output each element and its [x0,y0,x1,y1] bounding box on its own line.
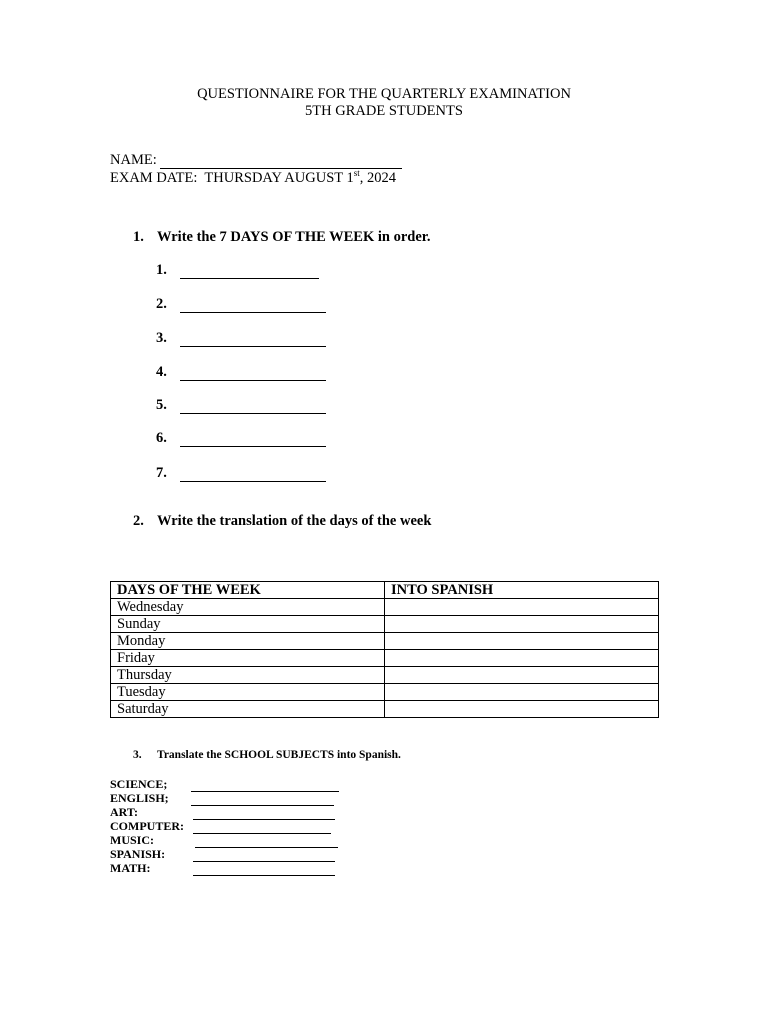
subject-label: ENGLISH; [110,791,169,805]
answer-blank-line[interactable] [180,399,326,414]
exam-date-label: EXAM DATE: [110,170,198,186]
name-field [110,152,402,169]
exam-date-field [110,170,396,187]
subject-row [110,847,165,861]
question-1-text: Write the 7 DAYS OF THE WEEK in order. [157,229,431,245]
question-1 [133,229,431,246]
subject-row [110,777,167,791]
exam-date-value: THURSDAY AUGUST 1st, 2024 [204,168,396,186]
subject-row [110,805,138,819]
subject-blank-line[interactable] [193,863,335,876]
answer-row: 3. [156,330,326,347]
question-2-text: Write the translation of the days of the week [157,513,432,529]
table-row [111,701,659,718]
table-row [111,599,659,616]
subject-label: SCIENCE; [110,777,168,791]
table-row [111,616,659,633]
subject-label: MATH: [110,861,151,875]
question-2 [133,513,431,530]
subject-label: MUSIC: [110,833,154,847]
subject-row [110,833,154,847]
subject-blank-line[interactable] [193,821,331,834]
subject-label: COMPUTER: [110,819,184,833]
table-header-row [111,582,659,599]
column-header-spanish: INTO SPANISH [385,582,659,599]
answer-row: 5. [156,397,326,414]
subject-label: SPANISH: [110,847,166,861]
translation-cell[interactable] [385,684,659,701]
answer-row: 6. [156,430,326,447]
table-row [111,667,659,684]
subject-row [110,861,150,875]
answer-row: 7. [156,465,326,482]
subject-row [110,791,169,805]
question-3-number: 3. [133,749,142,761]
table-row [111,684,659,701]
day-cell: Monday [111,633,385,650]
answer-blank-line[interactable] [180,432,326,447]
translation-cell[interactable] [385,633,659,650]
day-cell: Friday [111,650,385,667]
day-cell: Sunday [111,616,385,633]
days-translation-table [110,581,659,718]
translation-cell[interactable] [385,599,659,616]
table-row [111,633,659,650]
answer-blank-line[interactable] [180,366,326,381]
answer-row: 4. [156,364,326,381]
question-3 [133,749,401,761]
name-blank-line[interactable] [160,154,402,169]
question-1-number: 1. [133,229,144,245]
subject-row [110,819,184,833]
exam-title: QUESTIONNAIRE FOR THE QUARTERLY EXAMINATION [197,86,571,102]
day-cell: Wednesday [111,599,385,616]
subject-blank-line[interactable] [195,835,338,848]
answer-blank-line[interactable] [180,264,319,279]
table-row [111,650,659,667]
subject-label: ART: [110,805,139,819]
subject-blank-line[interactable] [193,849,335,862]
translation-cell[interactable] [385,667,659,684]
answer-blank-line[interactable] [180,332,326,347]
day-cell: Thursday [111,667,385,684]
subject-blank-line[interactable] [193,807,335,820]
column-header-days: DAYS OF THE WEEK [111,582,385,599]
translation-cell[interactable] [385,701,659,718]
name-label: NAME: [110,152,157,168]
answer-row: 1. [156,262,319,279]
translation-cell[interactable] [385,616,659,633]
subject-blank-line[interactable] [191,779,339,792]
translation-cell[interactable] [385,650,659,667]
answer-row: 2. [156,296,326,313]
answer-blank-line[interactable] [180,298,326,313]
question-3-text: Translate the SCHOOL SUBJECTS into Spanish. [157,749,401,761]
subject-blank-line[interactable] [191,793,334,806]
exam-subtitle: 5TH GRADE STUDENTS [305,103,463,119]
answer-blank-line[interactable] [180,467,326,482]
question-2-number: 2. [133,513,144,529]
day-cell: Saturday [111,701,385,718]
day-cell: Tuesday [111,684,385,701]
